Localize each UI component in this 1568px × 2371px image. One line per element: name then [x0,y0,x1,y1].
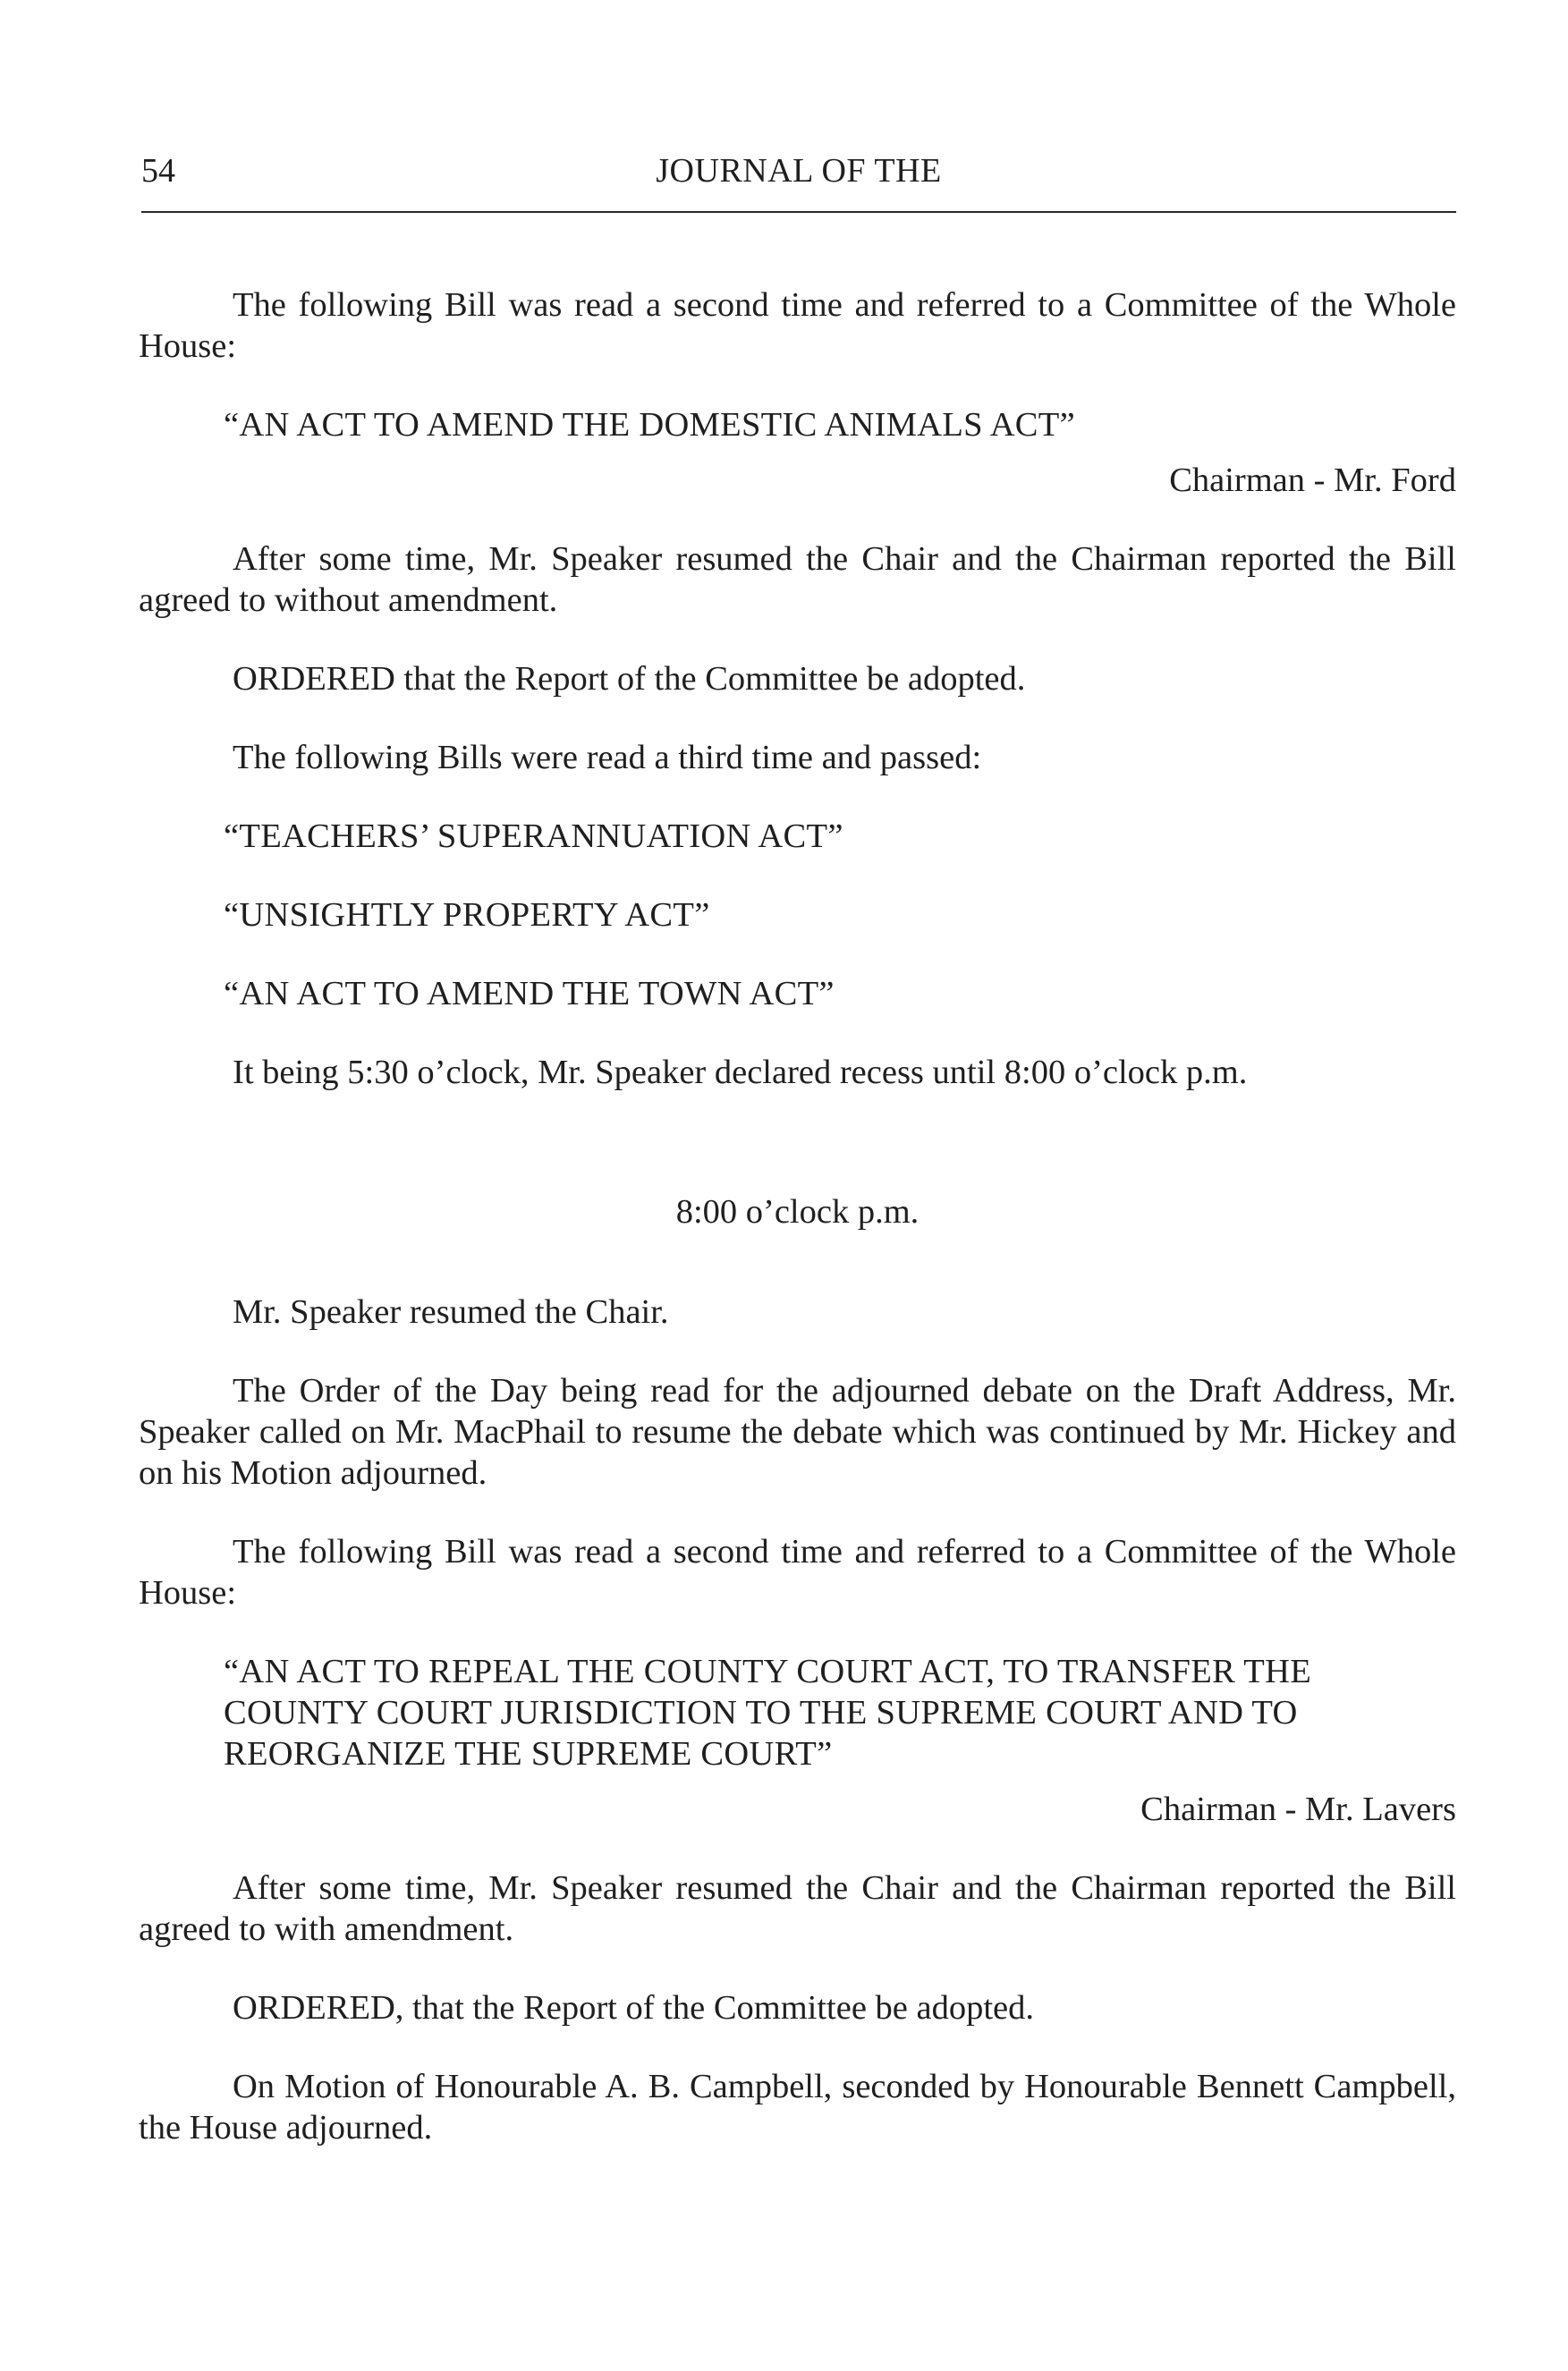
chairman-line: Chairman - Mr. Ford [1169,461,1456,499]
bill-title-domestic-animals: “AN ACT TO AMEND THE DOMESTIC ANIMALS ACT” [224,406,1075,444]
bill-title-unsightly: “UNSIGHTLY PROPERTY ACT” [224,896,710,934]
paragraph-order-of-day: The Order of the Day being read for the adjourned debate on the Draft Address, Mr. Speaker called on Mr. MacPhail to resume the debate which was continued by Mr. Hickey and on his Motion adjourned. [139,1372,1456,1492]
page-header [141,150,1456,195]
paragraph-committee-report-2: After some time, Mr. Speaker resumed the Chair and the Chairman reported the Bill agreed to with amendment. [139,1869,1456,1948]
paragraph-ordered: ORDERED that the Report of the Committee be adopted. [233,660,1026,698]
paragraph-recess: It being 5:30 o’clock, Mr. Speaker declared recess until 8:00 o’clock p.m. [233,1054,1248,1091]
paragraph-second-reading: The following Bill was read a second time and referred to a Committee of the Whole House: [139,286,1456,365]
chairman-line-2: Chairman - Mr. Lavers [1140,1791,1456,1828]
page-number: 54 [141,152,175,190]
bill-title-teachers: “TEACHERS’ SUPERANNUATION ACT” [224,817,843,855]
running-title: JOURNAL OF THE [656,152,942,190]
header-rule [141,211,1456,213]
paragraph-committee-report: After some time, Mr. Speaker resumed the Chair and the Chairman reported the Bill agreed to without amendment. [139,540,1456,619]
paragraph-third-reading: The following Bills were read a third time and passed: [233,739,982,776]
bill-title-county-court: “AN ACT TO REPEAL THE COUNTY COURT ACT, TO TRANSFER THE COUNTY COURT JURISDICTION TO THE SUPREME COURT AND TO REORGANIZE THE SUPREME COURT” [224,1653,1312,1773]
journal-body [139,284,1456,2186]
bill-title-town-act: “AN ACT TO AMEND THE TOWN ACT” [224,975,835,1012]
paragraph-ordered-2: ORDERED, that the Report of the Committee be adopted. [233,1989,1035,2027]
paragraph-adjournment: On Motion of Honourable A. B. Campbell, seconded by Honourable Bennett Campbell, the House adjourned. [139,2068,1456,2147]
evening-session-heading: 8:00 o’clock p.m. [675,1193,920,1231]
paragraph-second-reading-2: The following Bill was read a second time and referred to a Committee of the Whole House: [139,1533,1456,1612]
paragraph-resumed: Mr. Speaker resumed the Chair. [233,1293,669,1331]
